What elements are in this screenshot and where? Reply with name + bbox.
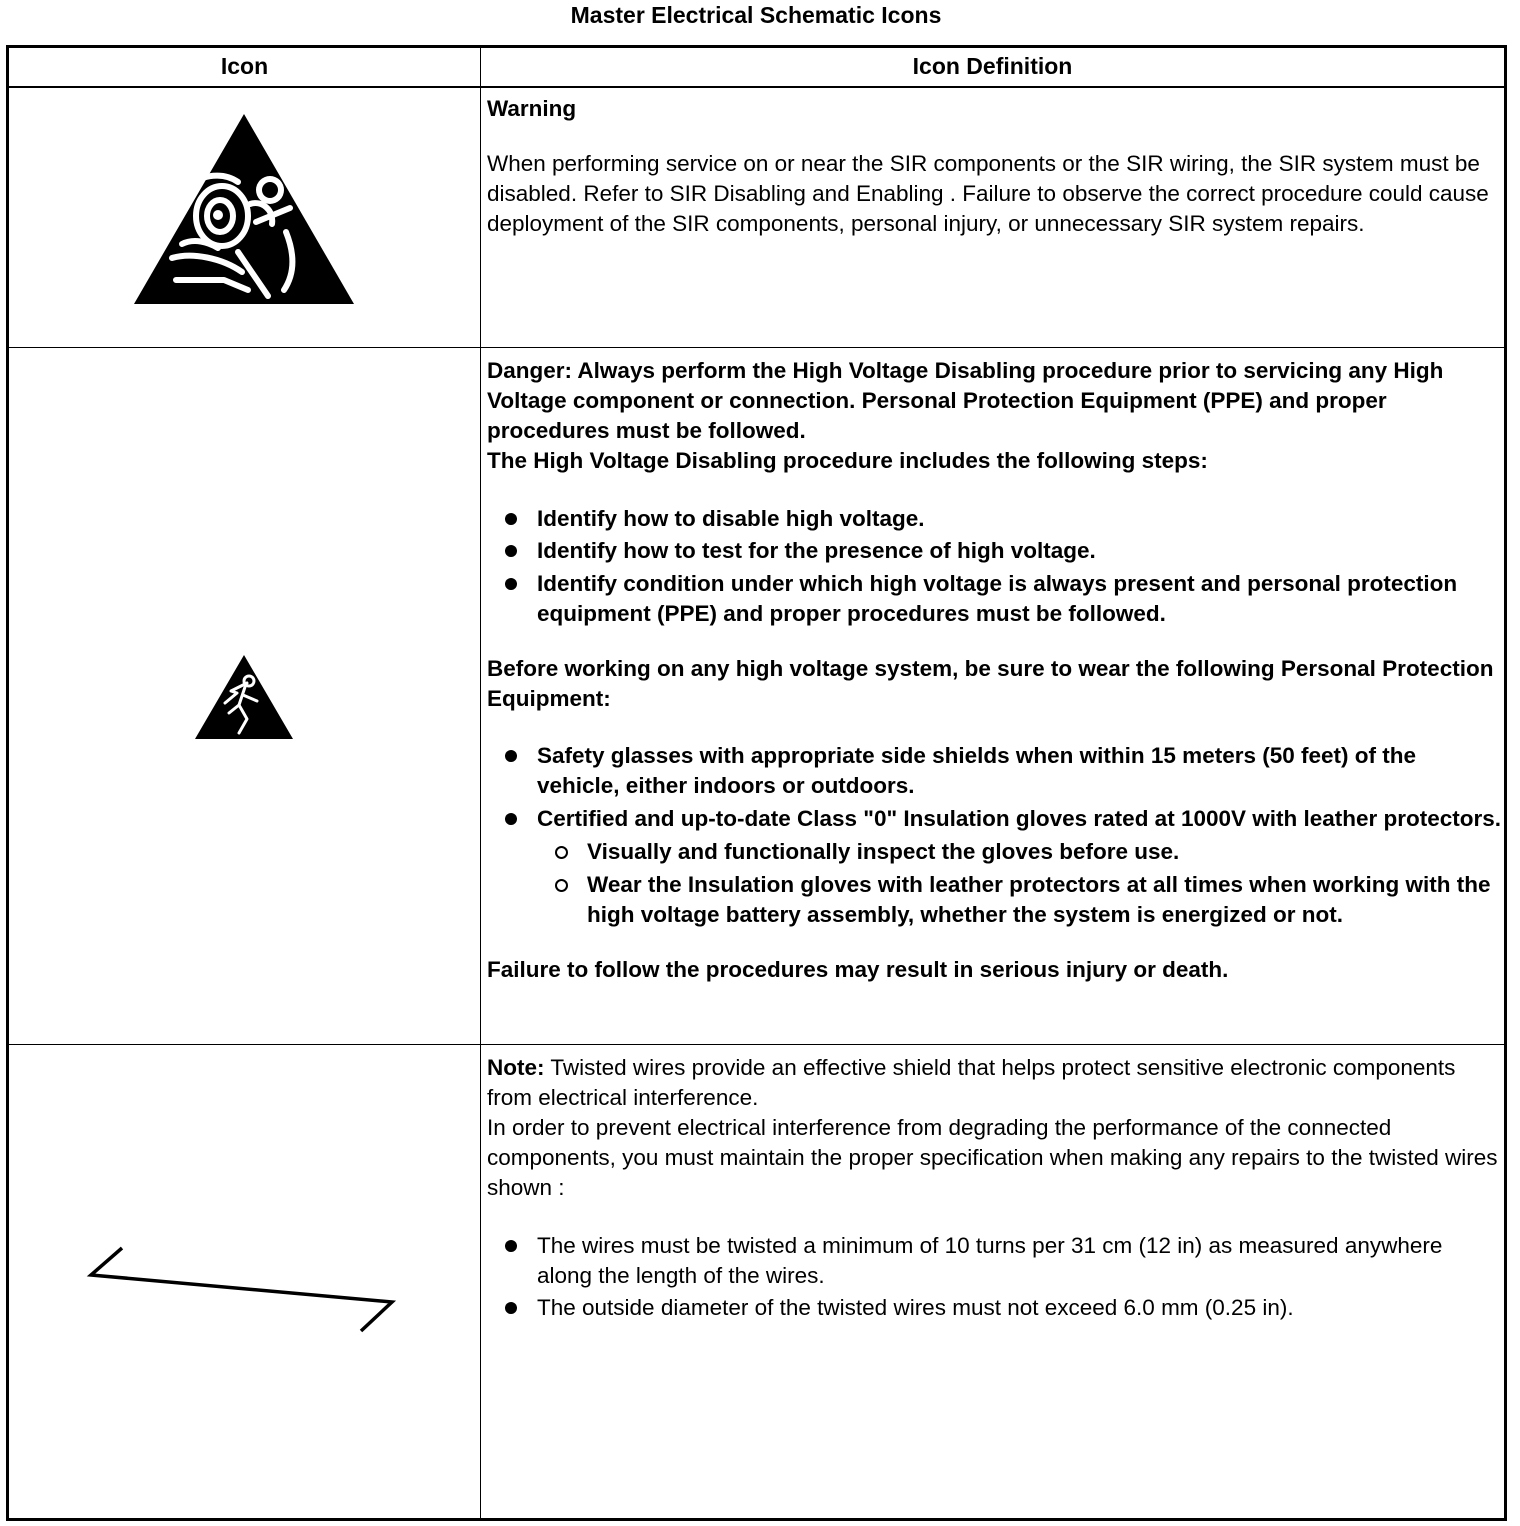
list-item: Identify how to disable high voltage.	[487, 504, 1502, 534]
header-divider	[6, 86, 1507, 88]
definition-cell	[487, 94, 1502, 239]
sub-list-item: Wear the Insulation gloves with leather protectors at all times when working with the high voltage battery assembly, whether the system is energized or not.	[537, 870, 1502, 930]
note-paragraph	[487, 1053, 1502, 1113]
ppe-list	[487, 741, 1502, 930]
definition-cell	[487, 1053, 1502, 1323]
row-divider	[6, 1044, 1507, 1045]
list-item	[487, 804, 1502, 930]
danger-closing: Failure to follow the procedures may result in serious injury or death.	[487, 956, 1229, 982]
row-divider	[6, 347, 1507, 348]
ppe-intro: Before working on any high voltage system, be sure to wear the following Personal Protection Equipment:	[487, 655, 1494, 711]
column-header-definition: Icon Definition	[912, 53, 1073, 79]
twisted-wires-icon	[86, 1245, 398, 1340]
steps-list	[487, 504, 1502, 629]
note-label: Note:	[487, 1055, 545, 1080]
list-item-text: Certified and up-to-date Class "0" Insulation gloves rated at 1000V with leather protectors.	[537, 805, 1502, 831]
list-item: Identify how to test for the presence of high voltage.	[487, 536, 1502, 566]
twisted-wires-body: In order to prevent electrical interference from degrading the performance of the connected components, you must maintain the proper specification when making any repairs to the twisted wires shown :	[487, 1115, 1498, 1200]
page-title: Master Electrical Schematic Icons	[570, 2, 942, 28]
sir-airbag-warning-triangle-icon	[132, 112, 356, 311]
high-voltage-danger-triangle-icon	[193, 653, 295, 746]
warning-body: When performing service on or near the SIR components or the SIR wiring, the SIR system must be disabled. Refer to SIR Disabling and Enabling . Failure to observe the correct procedure could cause deployment of the SIR components, personal injury, or unnecessary SIR system repairs.	[487, 151, 1489, 236]
note-text: Twisted wires provide an effective shield that helps protect sensitive electronic components from electrical interference.	[487, 1055, 1456, 1110]
column-divider	[480, 45, 481, 1521]
column-header-icon: Icon	[220, 53, 269, 79]
twisted-wires-list	[487, 1231, 1502, 1324]
list-item: The wires must be twisted a minimum of 10 turns per 31 cm (12 in) as measured anywhere along the length of the wires.	[487, 1231, 1502, 1291]
steps-intro: The High Voltage Disabling procedure includes the following steps:	[487, 448, 1208, 473]
warning-heading: Warning	[487, 96, 577, 121]
sub-list-item: Visually and functionally inspect the gloves before use.	[537, 837, 1502, 867]
list-item: Identify condition under which high voltage is always present and personal protection equipment (PPE) and proper procedures must be followed.	[487, 569, 1502, 629]
list-item: Safety glasses with appropriate side shields when within 15 meters (50 feet) of the vehicle, either indoors or outdoors.	[487, 741, 1502, 801]
list-item: The outside diameter of the twisted wires must not exceed 6.0 mm (0.25 in).	[487, 1293, 1502, 1323]
danger-intro: Danger: Always perform the High Voltage Disabling procedure prior to servicing any High Voltage component or connection. Personal Protection Equipment (PPE) and proper procedures must be followed.	[487, 358, 1444, 443]
gloves-sub-list	[537, 837, 1502, 930]
definition-cell	[487, 356, 1502, 985]
